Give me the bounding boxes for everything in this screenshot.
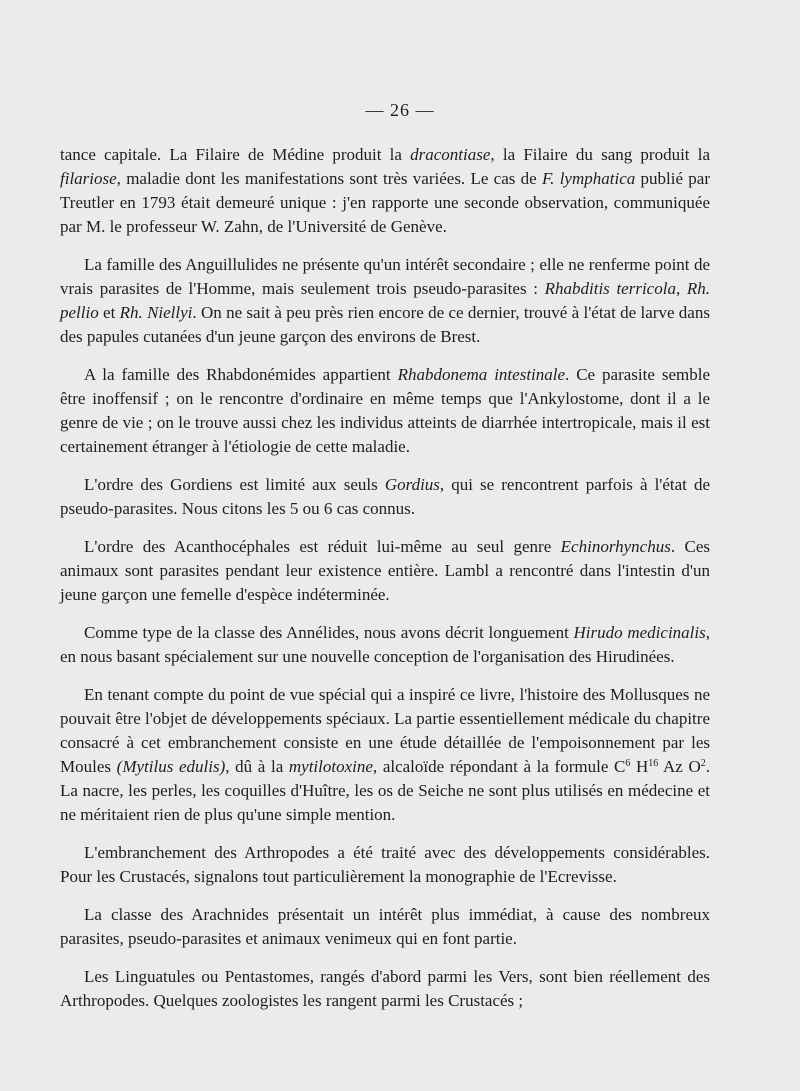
paragraph xyxy=(60,143,710,239)
italic-term: Hirudo medicinalis xyxy=(573,623,706,642)
text-run: L'ordre des Acanthocéphales est réduit lui-même au seul genre xyxy=(84,537,561,556)
text-run: . On ne sait à peu près rien encore de ce dernier, trouvé à l'état de larve dans des papules cutanées d'un jeune garçon des environs de Brest. xyxy=(60,303,710,346)
paragraph xyxy=(60,683,710,827)
text-run: publié par Treutler en 1793 était demeuré unique : j'en rapporte une seconde observation, communiquée par M. le professeur W. Zahn, de l'Université de Genève. xyxy=(60,169,711,236)
paragraph xyxy=(60,903,710,951)
paragraph xyxy=(60,253,710,349)
text-run: A la famille des Rhabdonémides appartient xyxy=(84,365,398,384)
superscript: 2 xyxy=(700,758,706,769)
text-run: , en nous basant spécialement sur une nouvelle conception de l'organisation des Hirudinées. xyxy=(60,623,710,666)
text-run: La classe des Arachnides présentait un intérêt plus immédiat, à cause des nombreux parasites, pseudo-parasites et animaux venimeux qui en font partie. xyxy=(60,905,710,948)
paragraph xyxy=(60,473,710,521)
text-run: , la Filaire du sang produit la xyxy=(490,145,710,164)
superscript: 16 xyxy=(648,758,659,769)
text-run: et xyxy=(98,303,120,322)
italic-term: Rhabdonema intestinale xyxy=(397,365,566,384)
text-run: . Ce parasite semble être inoffensif ; on le rencontre d'ordinaire en même temps que l'Ankylostome, dont il a le genre de vie ; on le trouve aussi chez les individus atteints de diarrhée intertropicale, mais il est certainement étranger à l'étiologie de cette maladie. xyxy=(60,365,710,456)
paragraph xyxy=(60,965,710,1013)
text-run: , maladie dont les manifestations sont très variées. Le cas de xyxy=(116,169,542,188)
text-run: L'ordre des Gordiens est limité aux seuls xyxy=(84,475,385,494)
paragraph xyxy=(60,841,710,889)
paragraph xyxy=(60,621,710,669)
italic-term: dracontiase xyxy=(410,145,491,164)
italic-term: mytilotoxine xyxy=(288,757,373,776)
text-run: L'embranchement des Arthropodes a été traité avec des développements considérables. Pour les Crustacés, signalons tout particulièrement la monographie de l'Ecrevisse. xyxy=(60,843,710,886)
italic-term: Rhabditis terricola, Rh. pellio xyxy=(60,279,710,322)
text-run: La famille des Anguillulides ne présente qu'un intérêt secondaire ; elle ne renferme point de vrais parasites de l'Homme, mais seulement trois pseudo-parasites : xyxy=(60,255,710,298)
text-run: Comme type de la classe des Annélides, nous avons décrit longuement xyxy=(84,623,574,642)
paragraph xyxy=(60,363,710,459)
text-run: En tenant compte du point de vue spécial qui a inspiré ce livre, l'histoire des Mollusques ne pouvait être l'objet de développements spéciaux. La partie essentiellement médicale du chapitre consacré à cet embranchement consiste en une étude détaillée de l'empoisonnement par les Moules xyxy=(60,685,710,776)
page-number: — 26 — xyxy=(365,100,435,120)
text-run: . La nacre, les perles, les coquilles d'Huître, les os de Seiche ne sont plus utilisés en médecine et ne méritaient rien de plus qu'une simple mention. xyxy=(60,757,711,824)
italic-term: Gordius xyxy=(384,475,440,494)
text-run: , alcaloïde répondant à la formule C xyxy=(372,757,626,776)
italic-term: filariose xyxy=(60,169,117,188)
superscript: 6 xyxy=(625,758,631,769)
text-run: Az O xyxy=(658,757,701,776)
text-run: Les Linguatules ou Pentastomes, rangés d'abord parmi les Vers, sont bien réellement des Arthropodes. Quelques zoologistes les rangent parmi les Crustacés ; xyxy=(60,967,710,1010)
text-run: . Ces animaux sont parasites pendant leur existence entière. Lambl a rencontré dans l'intestin d'un jeune garçon une femelle d'espèce indéterminée. xyxy=(60,537,710,604)
italic-term: Echinorhynchus xyxy=(560,537,671,556)
italic-term: Rh. Niellyi xyxy=(119,303,193,322)
text-run: tance capitale. La Filaire de Médine produit la xyxy=(60,145,411,164)
italic-term: (Mytilus edulis) xyxy=(116,757,226,776)
italic-term: F. lymphatica xyxy=(541,169,636,188)
text-run: H xyxy=(630,757,649,776)
paragraph xyxy=(60,535,710,607)
body-text xyxy=(60,143,710,1027)
text-run: , dû à la xyxy=(225,757,289,776)
text-run: , qui se rencontrent parfois à l'état de pseudo-parasites. Nous citons les 5 ou 6 cas connus. xyxy=(60,475,710,518)
